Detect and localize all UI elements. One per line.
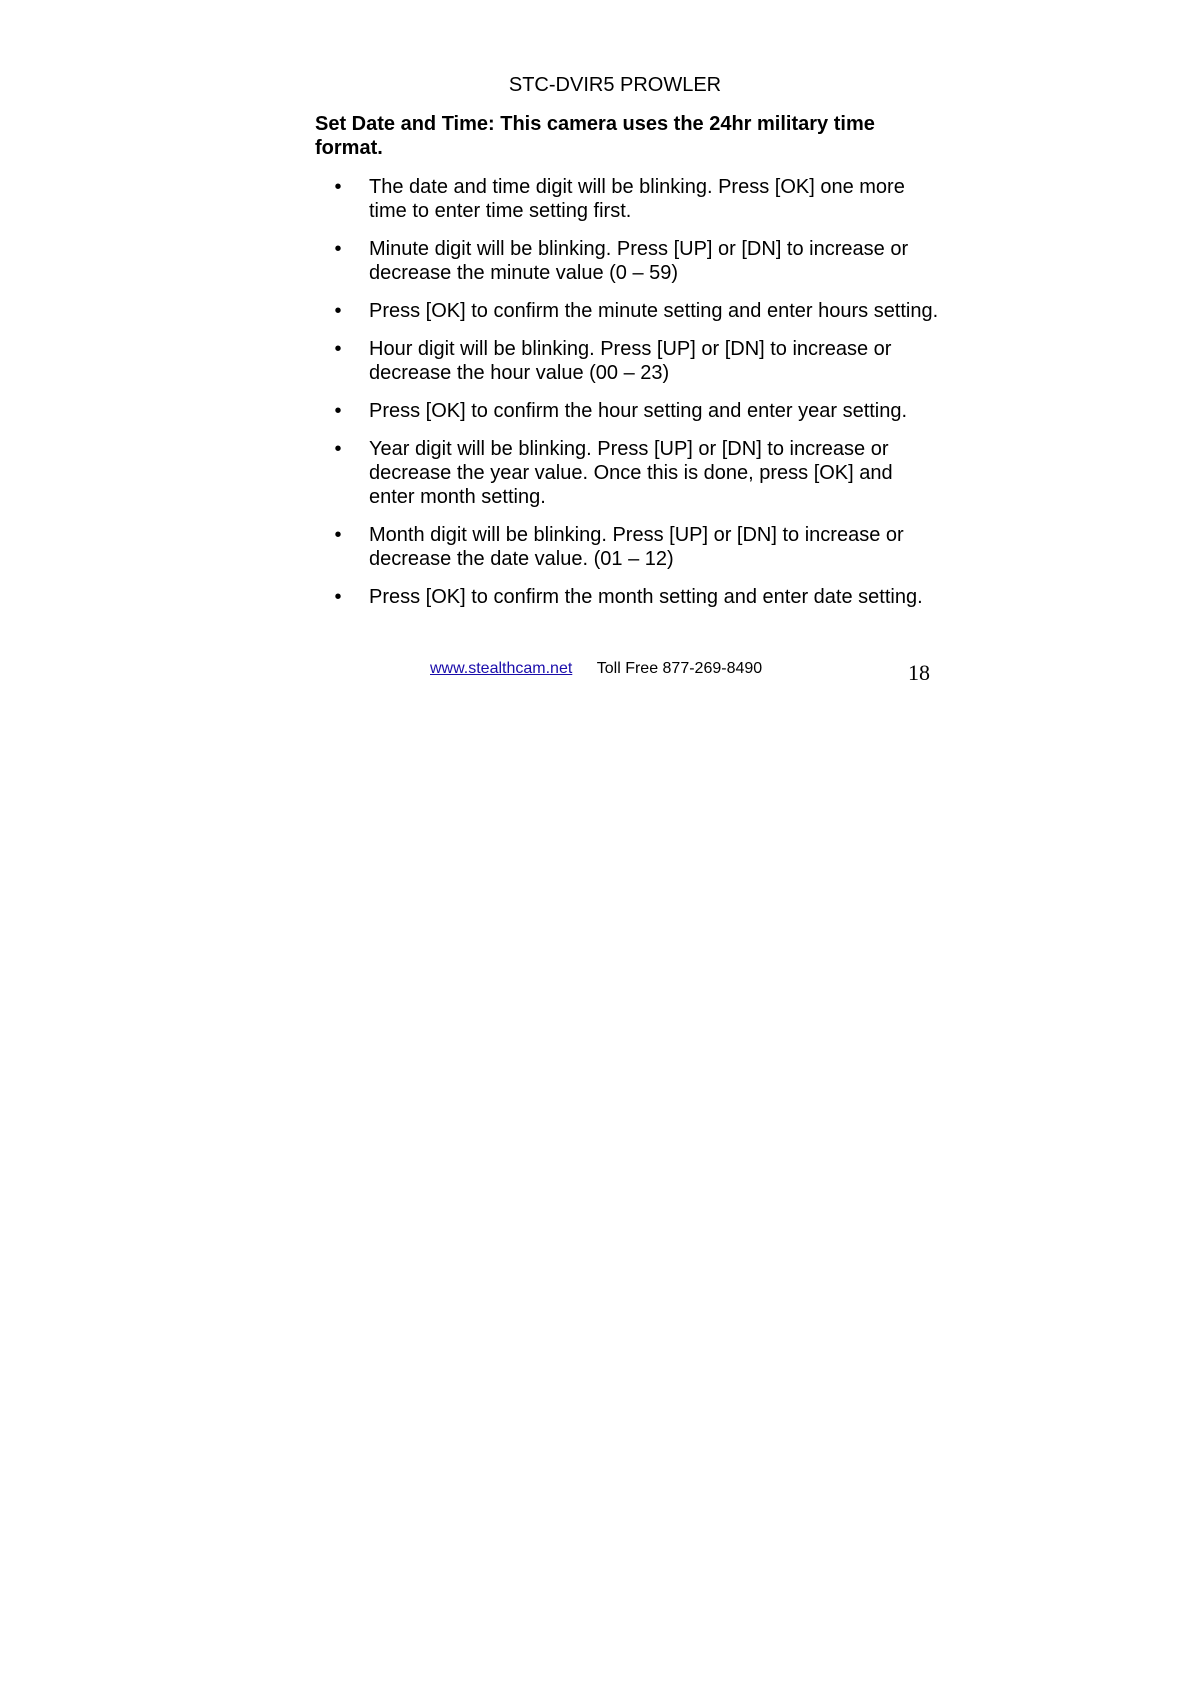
list-item <box>315 523 940 571</box>
list-item <box>315 399 940 423</box>
bullet-icon: • <box>334 176 342 198</box>
list-item <box>315 585 940 609</box>
page-number: 18 <box>908 660 930 685</box>
list-item-text: Minute digit will be blinking. Press [UP] or [DN] to increase or decrease the minute value (0 – 59) <box>369 238 909 284</box>
page-footer <box>430 659 762 679</box>
page-header-title: STC-DVIR5 PROWLER <box>508 74 722 96</box>
list-item-text: Hour digit will be blinking. Press [UP] or [DN] to increase or decrease the hour value (00 – 23) <box>369 338 892 384</box>
bullet-icon: • <box>334 300 342 322</box>
bullet-icon: • <box>334 586 342 608</box>
bullet-icon: • <box>334 338 342 360</box>
list-item-text: Month digit will be blinking. Press [UP] or [DN] to increase or decrease the date value. (01 – 12) <box>369 524 904 570</box>
bullet-icon: • <box>334 524 342 546</box>
list-item-text: The date and time digit will be blinking. Press [OK] one more time to enter time setting first. <box>369 176 905 222</box>
bullet-icon: • <box>334 238 342 260</box>
list-item <box>315 175 940 223</box>
list-item <box>315 337 940 385</box>
list-item-text: Press [OK] to confirm the month setting and enter date setting. <box>369 586 923 608</box>
list-item-text: Year digit will be blinking. Press [UP] or [DN] to increase or decrease the year value. Once this is done, press [OK] and enter month setting. <box>369 438 893 508</box>
list-item <box>315 237 940 285</box>
list-item <box>315 437 940 509</box>
bullet-icon: • <box>334 438 342 460</box>
list-item-text: Press [OK] to confirm the minute setting and enter hours setting. <box>369 300 939 322</box>
list-item <box>315 299 940 323</box>
bullet-icon: • <box>334 400 342 422</box>
list-item-text: Press [OK] to confirm the hour setting and enter year setting. <box>369 400 908 422</box>
section-heading: Set Date and Time: This camera uses the 24hr military time format. <box>315 113 875 159</box>
toll-free-phone: Toll Free 877-269-8490 <box>596 660 763 677</box>
website-link[interactable]: www.stealthcam.net <box>430 660 573 677</box>
instruction-list <box>315 175 940 623</box>
